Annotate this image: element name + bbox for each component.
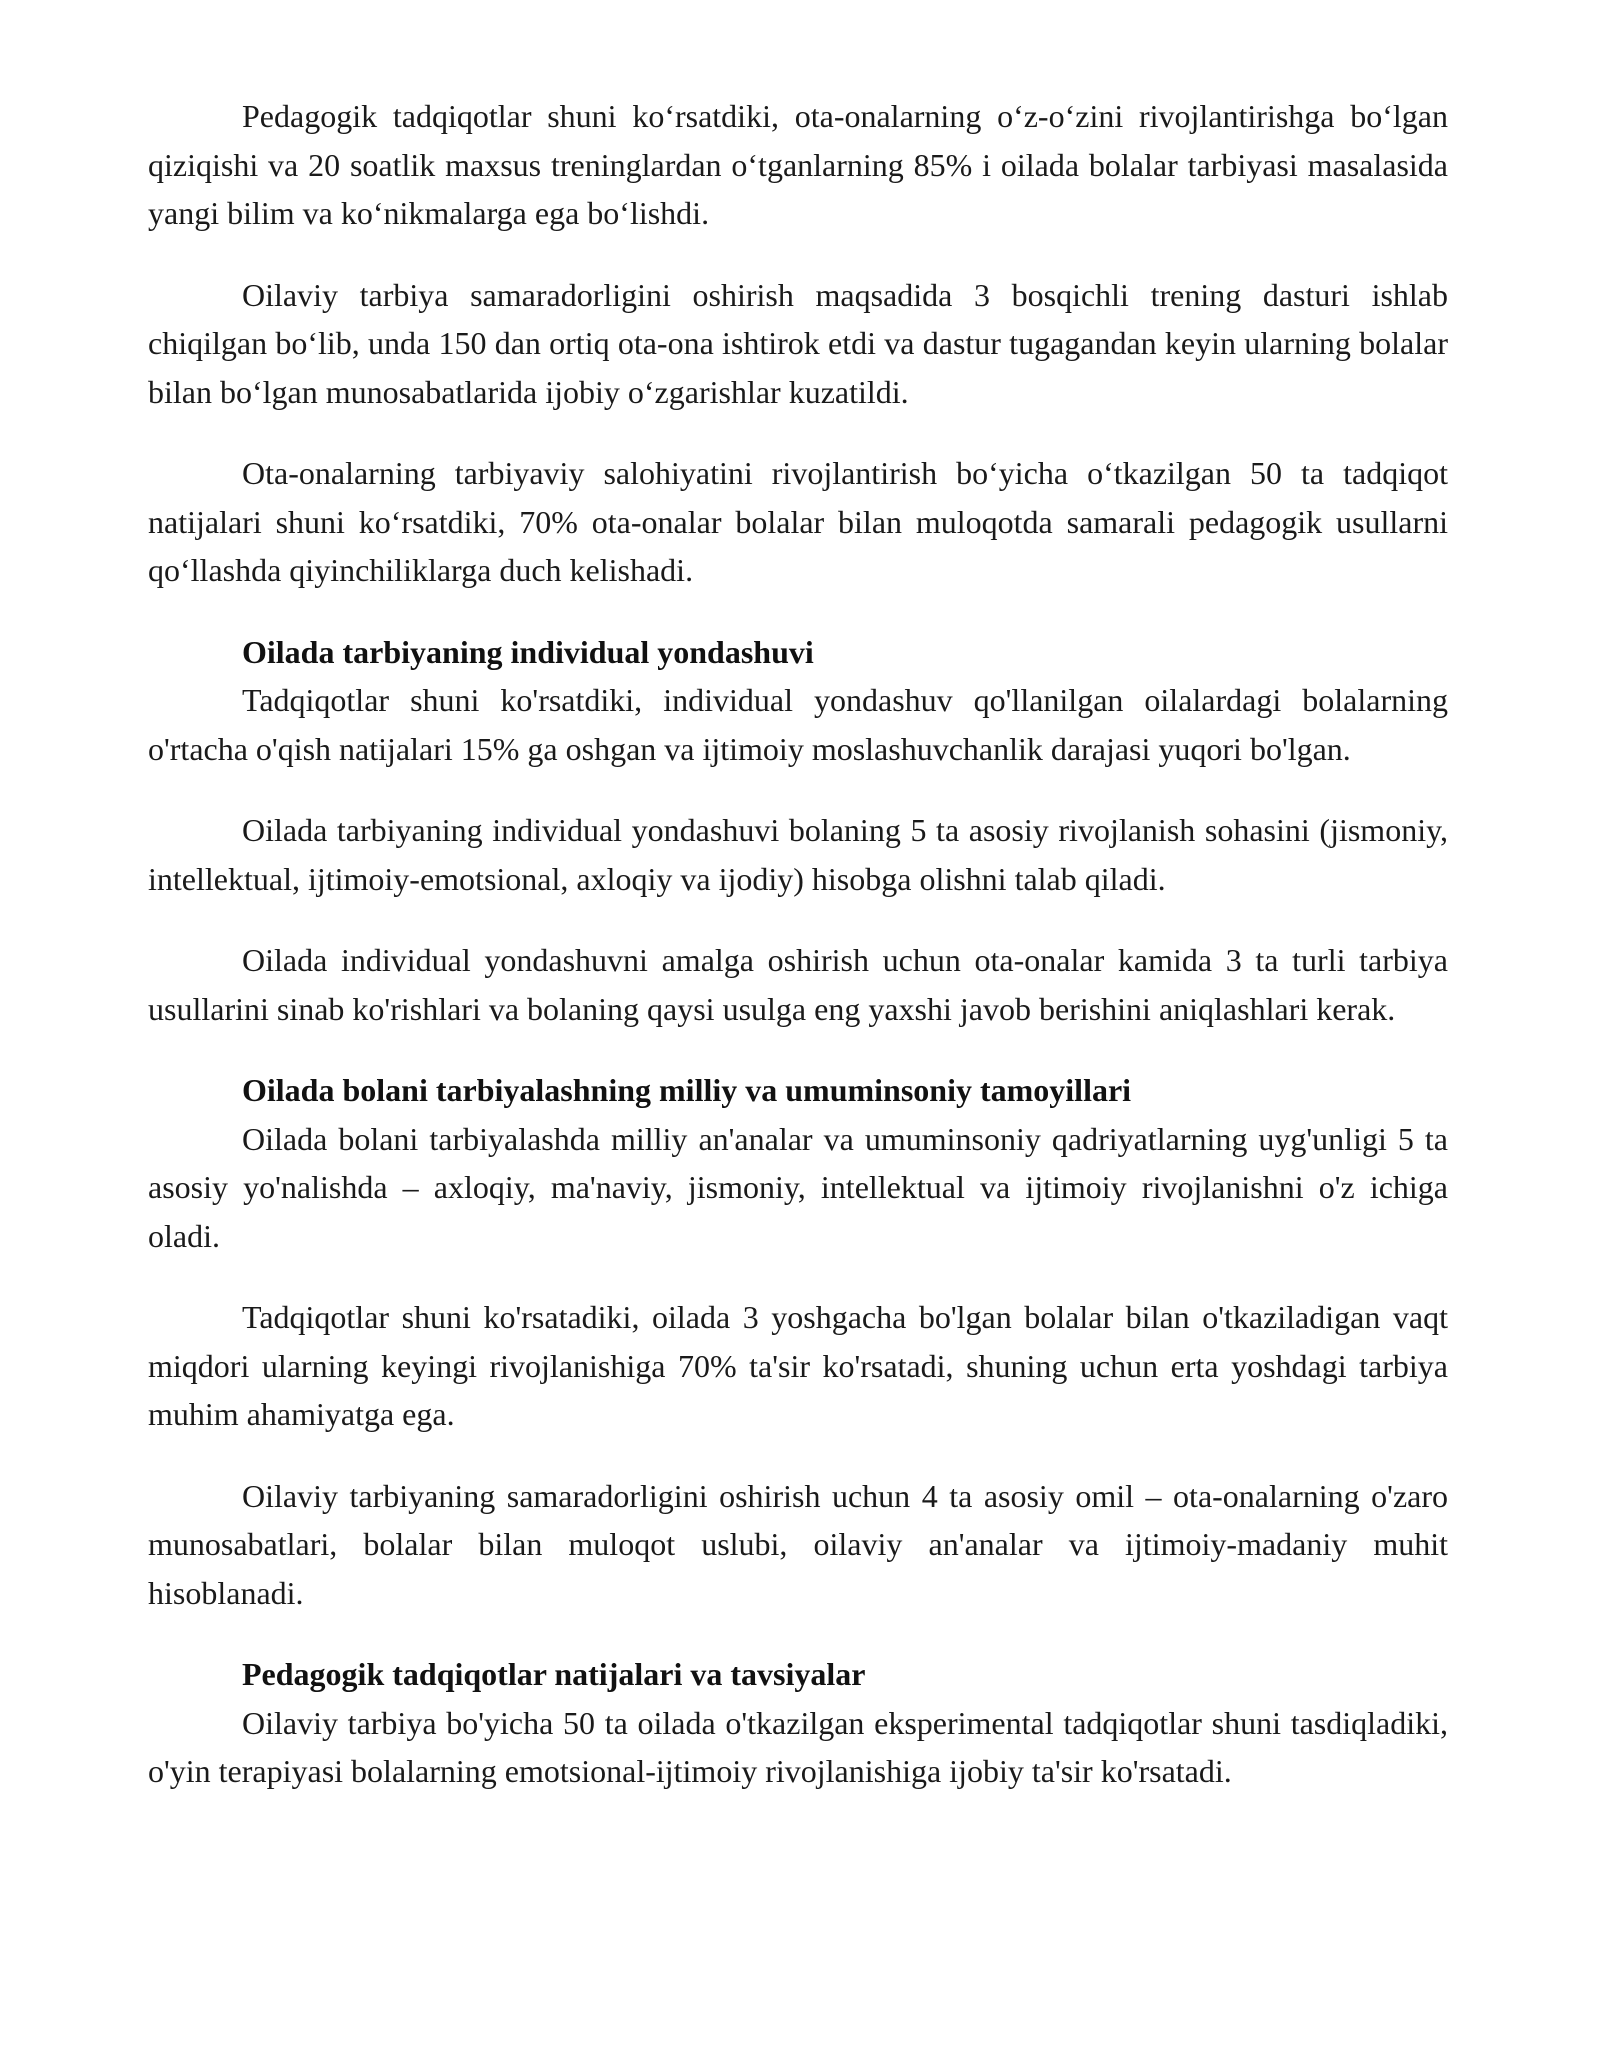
section-heading: Oilada tarbiyaning individual yondashuvi xyxy=(242,633,814,670)
paragraph: Oilada tarbiyaning individual yondashuvi bolaning 5 ta asosiy rivojlanish sohasini (jismoniy, intellektual, ijtimoiy-emotsional, axloqiy va ijodiy) hisobga olishni talab qiladi. xyxy=(148,812,1448,897)
paragraph: Oilaviy tarbiya bo'yicha 50 ta oilada o'tkazilgan eksperimental tadqiqotlar shuni tasdiqladiki, o'yin terapiyasi bolalarning emotsional-ijtimoiy rivojlanishiga ijobiy ta'sir ko'rsatadi. xyxy=(148,1704,1448,1789)
paragraph: Tadqiqotlar shuni ko'rsatdiki, individual yondashuv qo'llanilgan oilalardagi bolalarning o'rtacha o'qish natijalari 15% ga oshgan va ijtimoiy moslashuvchanlik darajasi yuqori bo'lgan. xyxy=(148,682,1448,767)
paragraph: Oilaviy tarbiyaning samaradorligini oshirish uchun 4 ta asosiy omil – ota-onalarning o'zaro munosabatlari, bolalar bilan muloqot uslubi, oilaviy an'analar va ijtimoiy-madaniy muhit hisoblanadi. xyxy=(148,1477,1448,1611)
paragraph: Pedagogik tadqiqotlar shuni koʻrsatdiki, ota-onalarning oʻz-oʻzini rivojlantirishga boʻlgan qiziqishi va 20 soatlik maxsus treninglardan oʻtganlarning 85% i oilada bolalar tarbiyasi masalasida yangi bilim va koʻnikmalarga ega boʻlishdi. xyxy=(148,98,1448,231)
paragraph: Oilada bolani tarbiyalashda milliy an'analar va umuminsoniy qadriyatlarning uyg'unligi 5 ta asosiy yo'nalishda – axloqiy, ma'naviy, jismoniy, intellektual va ijtimoiy rivojlanishni o'z ichiga oladi. xyxy=(148,1120,1448,1254)
paragraph: Ota-onalarning tarbiyaviy salohiyatini rivojlantirish boʻyicha oʻtkazilgan 50 ta tadqiqot natijalari shuni koʻrsatdiki, 70% ota-onalar bolalar bilan muloqotda samarali pedagogik usullarni qoʻllashda qiyinchiliklarga duch kelishadi. xyxy=(148,455,1448,588)
paragraph: Oilaviy tarbiya samaradorligini oshirish maqsadida 3 bosqichli trening dasturi ishlab chiqilgan boʻlib, unda 150 dan ortiq ota-ona ishtirok etdi va dastur tugagandan keyin ularning bolalar bilan boʻlgan munosabatlarida ijobiy oʻzgarishlar kuzatildi. xyxy=(148,276,1448,410)
section-heading: Oilada bolani tarbiyalashning milliy va umuminsoniy tamoyillari xyxy=(242,1072,1132,1108)
paragraph: Oilada individual yondashuvni amalga oshirish uchun ota-onalar kamida 3 ta turli tarbiya usullarini sinab ko'rishlari va bolaning qaysi usulga eng yaxshi javob berishini aniqlashlari kerak. xyxy=(148,942,1448,1027)
document-page xyxy=(148,92,1448,1829)
section-heading: Pedagogik tadqiqotlar natijalari va tavsiyalar xyxy=(242,1656,866,1692)
paragraph: Tadqiqotlar shuni ko'rsatadiki, oilada 3 yoshgacha bo'lgan bolalar bilan o'tkaziladigan vaqt miqdori ularning keyingi rivojlanishiga 70% ta'sir ko'rsatadi, shuning uchun erta yoshdagi tarbiya muhim ahamiyatga ega. xyxy=(148,1299,1448,1432)
